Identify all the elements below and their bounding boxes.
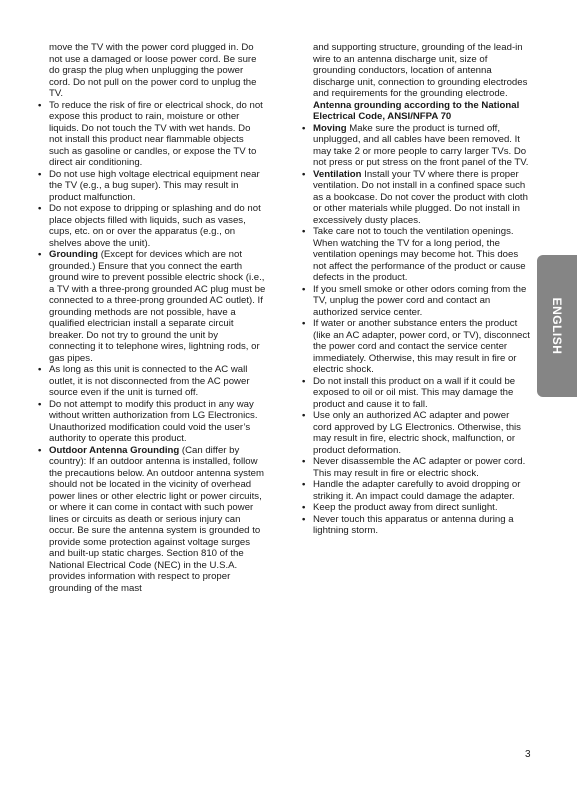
item-text: If you smell smoke or other odors coming from the TV, unplug the power cord and contact an authorized service center.: [313, 283, 527, 318]
item-heading: Ventilation: [313, 168, 362, 180]
right-column: [302, 42, 530, 537]
right-safety-list: [302, 123, 530, 537]
item-text: (Can differ by country): If an outdoor antenna is installed, follow the precautions below. An outdoor antenna system should not be located in the vicinity of overhead power lines or other electric light or power circuits, or where it can come in contact with such power lines or circuits as death or serious injury can occur. Be sure the antenna system is grounded to provide some protection against voltage surges and built-up static charges. Section 810 of the National Electrical Code (NEC) in the U.S.A. provides information with respect to proper grounding of the mast: [49, 444, 264, 594]
item-text: Take care not to touch the ventilation openings. When watching the TV for a long period, the ventilation openings may become hot. This does not affect the performance of the product or cause defects in the product.: [313, 226, 526, 283]
item-text: Handle the adapter carefully to avoid dropping or striking it. An impact could damage the adapter.: [313, 479, 521, 502]
safety-item: [302, 376, 530, 411]
left-safety-list: [38, 100, 266, 595]
item-text: To reduce the risk of fire or electrical shock, do not expose this product to rain, moisture or other liquids. Do not touch the TV with wet hands. Do not install this product near flammable objects such as gasoline or candles, or expose the TV to direct air conditioning.: [49, 99, 263, 168]
item-heading: Outdoor Antenna Grounding: [49, 444, 180, 456]
safety-item: [38, 100, 266, 169]
left-column: [38, 42, 266, 594]
item-text: Do not use high voltage electrical equipment near the TV (e.g., a bug super). This may result in product malfunction.: [49, 168, 260, 203]
safety-item: [38, 169, 266, 204]
safety-item: [38, 445, 266, 595]
item-text: As long as this unit is connected to the AC wall outlet, it is not disconnected from the AC power source even if the unit is turned off.: [49, 364, 250, 398]
language-tab: [537, 255, 577, 397]
safety-item: [302, 456, 530, 479]
safety-item: [302, 514, 530, 537]
item-text: Make sure the product is turned off, unplugged, and all cables have been removed. It may take 2 or more people to carry larger TVs. Do not press or put stress on the front panel of the TV.: [313, 122, 529, 168]
item-text: Do not install this product on a wall if it could be exposed to oil or oil mist. This may damage the product and cause it to fall.: [313, 375, 516, 410]
safety-item: [302, 169, 530, 227]
safety-item: [302, 318, 530, 376]
item-text: Do not attempt to modify this product in any way without written authorization from LG Electronics. Unauthorized modification could void the user’s authority to operate this product.: [49, 398, 258, 444]
safety-item: [302, 226, 530, 284]
item-text: Keep the product away from direct sunlight.: [313, 502, 498, 513]
item-heading: Grounding: [49, 249, 99, 260]
safety-item: [38, 203, 266, 249]
item-heading: Moving: [313, 122, 347, 134]
right-continuation-text: [313, 42, 530, 123]
left-continuation-text: move the TV with the power cord plugged in. Do not use a damaged or loose power cord. Be sure do grasp the plug when unplugging the power cord. Do not pull on the power cord to unplug the TV.: [49, 42, 257, 99]
item-text: If water or another substance enters the product (like an AC adapter, power cord, or TV), disconnect the power cord and contact the service center immediately. Otherwise, this may result in fire or electric shock.: [313, 318, 530, 375]
safety-item: [302, 123, 530, 169]
item-text: Use only an authorized AC adapter and power cord approved by LG Electronics. Otherwise, this may result in fire, electric shock, malfunction, or product deformation.: [313, 410, 521, 456]
safety-item: [38, 364, 266, 399]
safety-item: [302, 410, 530, 456]
item-text: Never disassemble the AC adapter or power cord. This may result in fire or electric shock.: [313, 456, 526, 479]
safety-item: [302, 502, 530, 514]
safety-item: [38, 249, 266, 364]
safety-item: [302, 479, 530, 502]
continuation-text: and supporting structure, grounding of the lead-in wire to an antenna discharge unit, size of grounding conductors, location of antenna discharge unit, connection to grounding electrodes and requirements for the grounding electrode.: [313, 42, 528, 99]
safety-item: [302, 284, 530, 319]
item-text: (Except for devices which are not grounded.) Ensure that you connect the earth ground wire to prevent possible electric shock (i.e., a TV with a three-prong grounded AC plug must be connected to a three-prong grounded AC outlet). If grounding methods are not possible, have a qualified electrician install a separate circuit breaker. Do not try to ground the unit by connecting it to telephone wires, lightning rods, or gas pipes.: [49, 249, 266, 364]
page-number: 3: [525, 749, 531, 760]
safety-item: [38, 399, 266, 445]
item-text: Do not expose to dripping or splashing and do not place objects filled with liquids, such as vases, cups, etc. on or over the apparatus (e.g., on shelves above the unit).: [49, 203, 261, 249]
continuation-bold-text: Antenna grounding according to the National Electrical Code, ANSI/NFPA 70: [313, 99, 520, 122]
language-tab-label: ENGLISH: [550, 297, 564, 355]
item-text: Never touch this apparatus or antenna during a lightning storm.: [313, 513, 514, 536]
item-text: Install your TV where there is proper ventilation. Do not install in a confined space such as a bookcase. Do not cover the product with cloth or other materials while plugged. Do not install in excessively dusty places.: [313, 168, 528, 226]
